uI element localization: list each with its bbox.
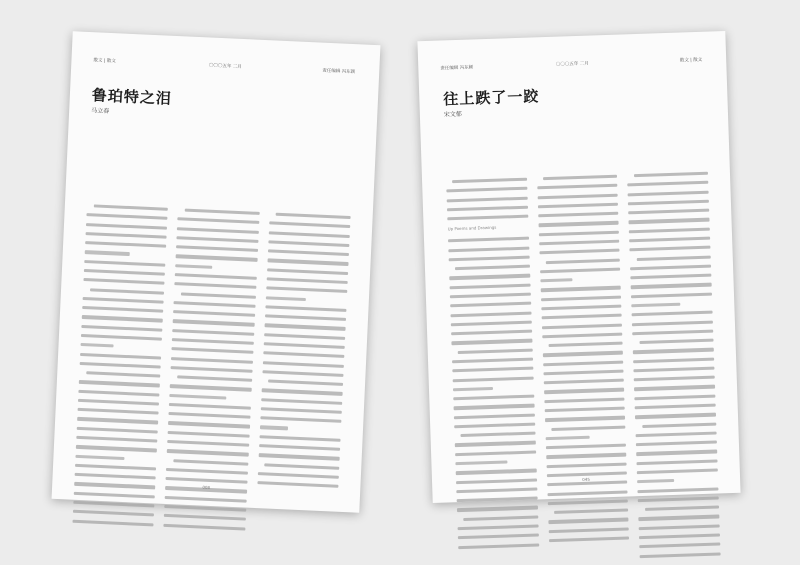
text-line bbox=[537, 193, 618, 199]
text-line bbox=[77, 427, 158, 434]
text-line bbox=[450, 283, 531, 289]
text-line bbox=[551, 425, 625, 431]
text-line bbox=[267, 259, 348, 266]
text-line bbox=[262, 370, 343, 377]
text-line bbox=[634, 385, 715, 391]
text-line bbox=[630, 246, 711, 252]
text-line bbox=[164, 514, 245, 521]
text-line bbox=[633, 357, 714, 363]
text-line bbox=[265, 314, 346, 321]
text-line bbox=[545, 436, 589, 441]
text-line bbox=[93, 204, 168, 211]
text-line bbox=[642, 422, 716, 428]
text-line bbox=[265, 305, 346, 312]
text-line bbox=[267, 268, 348, 275]
text-line bbox=[164, 523, 245, 530]
text-line bbox=[629, 218, 710, 224]
text-line bbox=[172, 347, 253, 354]
text-line bbox=[449, 256, 530, 262]
text-line bbox=[263, 342, 344, 349]
text-line bbox=[628, 209, 709, 215]
text-line bbox=[638, 496, 719, 502]
text-line bbox=[261, 398, 342, 405]
text-line bbox=[175, 273, 256, 280]
text-line bbox=[168, 440, 249, 447]
right-header-section: 散文 | 散文 bbox=[679, 57, 703, 64]
text-line bbox=[455, 265, 529, 271]
text-line bbox=[260, 426, 289, 430]
text-line bbox=[636, 431, 717, 437]
text-line bbox=[635, 413, 716, 419]
text-line bbox=[539, 240, 620, 246]
text-line bbox=[450, 302, 531, 308]
text-line bbox=[546, 462, 627, 468]
text-line bbox=[259, 435, 340, 442]
text-line bbox=[81, 325, 162, 332]
text-line bbox=[86, 232, 167, 239]
text-line bbox=[165, 496, 246, 503]
text-line bbox=[543, 369, 624, 375]
left-header-date: 〇〇〇五年 二月 bbox=[208, 63, 242, 70]
right-article-body bbox=[446, 172, 721, 564]
text-line bbox=[168, 431, 249, 438]
text-line bbox=[165, 505, 246, 512]
text-line bbox=[260, 416, 341, 423]
text-line bbox=[539, 230, 620, 236]
text-line bbox=[453, 395, 534, 401]
text-line bbox=[82, 306, 163, 313]
text-line bbox=[447, 196, 528, 202]
text-line bbox=[446, 187, 527, 193]
text-line bbox=[634, 366, 715, 372]
text-line bbox=[264, 324, 345, 331]
text-line bbox=[631, 292, 712, 298]
text-line bbox=[464, 515, 538, 521]
text-line bbox=[461, 432, 535, 438]
text-line bbox=[547, 499, 628, 505]
text-line bbox=[544, 407, 625, 413]
text-line bbox=[633, 348, 714, 354]
text-line bbox=[544, 388, 625, 394]
text-line bbox=[554, 509, 628, 515]
text-line bbox=[544, 397, 625, 403]
text-line bbox=[453, 376, 534, 382]
text-line bbox=[455, 441, 536, 447]
text-line bbox=[454, 413, 535, 419]
text-line bbox=[84, 269, 165, 276]
text-line bbox=[635, 394, 716, 400]
text-line bbox=[448, 246, 529, 252]
text-line bbox=[549, 342, 623, 348]
text-line bbox=[454, 404, 535, 410]
text-line bbox=[268, 231, 349, 238]
text-line bbox=[631, 274, 712, 280]
text-line bbox=[452, 367, 533, 373]
text-line bbox=[83, 278, 164, 285]
text-line bbox=[458, 534, 539, 540]
text-line bbox=[81, 334, 162, 341]
text-line bbox=[537, 184, 618, 190]
text-line bbox=[451, 320, 532, 326]
text-line bbox=[634, 172, 708, 178]
text-line bbox=[628, 200, 709, 206]
text-line bbox=[263, 351, 344, 358]
text-line bbox=[456, 469, 537, 475]
text-line bbox=[543, 175, 617, 181]
text-line bbox=[266, 277, 347, 284]
text-line bbox=[260, 407, 341, 414]
text-line bbox=[538, 203, 619, 209]
text-line bbox=[263, 361, 344, 368]
text-line bbox=[176, 245, 257, 252]
text-line bbox=[166, 468, 247, 475]
text-line bbox=[632, 329, 713, 335]
right-header-editor: 责任编辑 冯东颖 bbox=[440, 65, 474, 72]
text-line bbox=[171, 366, 252, 373]
text-line bbox=[173, 459, 248, 466]
text-line bbox=[455, 461, 507, 466]
text-line bbox=[451, 330, 532, 336]
text-line bbox=[177, 375, 252, 382]
text-line bbox=[543, 379, 624, 385]
text-line bbox=[80, 352, 161, 359]
text-line bbox=[257, 472, 338, 479]
text-line bbox=[630, 264, 711, 270]
text-line bbox=[76, 436, 157, 443]
text-line bbox=[458, 348, 532, 354]
text-line bbox=[542, 323, 623, 329]
text-line bbox=[172, 338, 253, 345]
text-line bbox=[539, 249, 620, 255]
text-line bbox=[73, 510, 154, 517]
text-line bbox=[80, 343, 113, 348]
text-line bbox=[538, 221, 619, 227]
text-line bbox=[86, 223, 167, 230]
text-line bbox=[170, 384, 251, 391]
text-line bbox=[169, 403, 250, 410]
text-line bbox=[85, 250, 130, 255]
text-line bbox=[86, 213, 167, 220]
text-line bbox=[634, 376, 715, 382]
text-line bbox=[540, 286, 621, 292]
text-line bbox=[185, 209, 260, 216]
text-line bbox=[78, 408, 159, 415]
text-line bbox=[639, 339, 713, 345]
text-line bbox=[259, 444, 340, 451]
text-line bbox=[541, 305, 622, 311]
right-article-title: 往上跌了一跤 bbox=[443, 87, 540, 109]
text-line bbox=[458, 543, 539, 549]
text-line bbox=[276, 213, 351, 220]
text-line bbox=[546, 453, 627, 459]
text-line bbox=[264, 463, 339, 470]
text-line bbox=[268, 240, 349, 247]
text-line bbox=[548, 527, 629, 533]
right-page-number: 045 bbox=[582, 476, 590, 483]
text-column bbox=[255, 212, 351, 534]
text-line bbox=[457, 497, 538, 503]
text-line bbox=[258, 453, 339, 460]
text-line bbox=[175, 282, 256, 289]
text-line bbox=[639, 515, 720, 521]
text-line bbox=[181, 292, 256, 299]
text-line bbox=[173, 310, 254, 317]
body-english-snippet: Up Poems and Drawings bbox=[447, 225, 497, 232]
text-line bbox=[540, 278, 572, 282]
text-line bbox=[632, 320, 713, 326]
text-line bbox=[73, 501, 154, 508]
text-line bbox=[540, 267, 621, 273]
text-line bbox=[450, 293, 531, 299]
text-column bbox=[164, 208, 260, 530]
text-line bbox=[628, 190, 709, 196]
text-line bbox=[457, 506, 538, 512]
text-line bbox=[547, 490, 628, 496]
text-line bbox=[629, 227, 710, 233]
text-line bbox=[78, 390, 159, 397]
text-line bbox=[77, 417, 158, 424]
text-line bbox=[632, 303, 680, 308]
text-line bbox=[169, 412, 250, 419]
text-line bbox=[266, 287, 347, 294]
text-line bbox=[174, 301, 255, 308]
text-line bbox=[447, 206, 528, 212]
text-line bbox=[178, 217, 259, 224]
left-page-number: 008 bbox=[202, 484, 211, 490]
text-line bbox=[542, 332, 623, 338]
text-line bbox=[450, 311, 531, 317]
text-line bbox=[84, 260, 165, 267]
text-line bbox=[628, 181, 709, 187]
text-line bbox=[541, 314, 622, 320]
text-line bbox=[453, 387, 493, 392]
text-line bbox=[80, 362, 161, 369]
text-line bbox=[548, 518, 629, 524]
text-column bbox=[537, 175, 630, 561]
text-line bbox=[82, 315, 163, 322]
text-line bbox=[549, 536, 630, 542]
text-line bbox=[636, 441, 717, 447]
text-line bbox=[636, 255, 710, 261]
text-line bbox=[636, 450, 717, 456]
text-line bbox=[452, 178, 526, 184]
text-line bbox=[268, 249, 349, 256]
text-line bbox=[78, 399, 159, 406]
text-line bbox=[75, 464, 156, 471]
text-line bbox=[76, 445, 157, 452]
text-line bbox=[645, 506, 719, 512]
text-line bbox=[86, 371, 161, 378]
text-line bbox=[543, 351, 624, 357]
text-line bbox=[167, 449, 248, 456]
text-line bbox=[637, 459, 718, 465]
text-line bbox=[173, 319, 254, 326]
text-line bbox=[268, 380, 343, 387]
text-line bbox=[638, 487, 719, 493]
text-line bbox=[447, 215, 528, 221]
left-article-title: 鲁珀特之泪 bbox=[91, 86, 173, 108]
text-line bbox=[177, 236, 258, 243]
text-line bbox=[449, 274, 530, 280]
text-line bbox=[546, 444, 627, 450]
text-line bbox=[543, 360, 624, 366]
text-line bbox=[261, 389, 342, 396]
text-line bbox=[640, 543, 721, 549]
text-line bbox=[168, 421, 249, 428]
text-line bbox=[451, 339, 532, 345]
text-column bbox=[627, 172, 720, 558]
left-header-section: 散文 | 散文 bbox=[93, 58, 116, 65]
text-line bbox=[75, 454, 124, 459]
text-line bbox=[74, 491, 155, 498]
text-line bbox=[455, 450, 536, 456]
text-line bbox=[79, 380, 160, 387]
text-line bbox=[265, 296, 306, 301]
text-line bbox=[458, 525, 539, 531]
text-line bbox=[171, 357, 252, 364]
text-line bbox=[545, 416, 626, 422]
text-line bbox=[176, 264, 213, 269]
text-line bbox=[85, 241, 166, 248]
text-line bbox=[83, 297, 164, 304]
text-line bbox=[541, 295, 622, 301]
left-magazine-page bbox=[52, 31, 381, 512]
text-line bbox=[170, 394, 227, 400]
text-line bbox=[456, 487, 537, 493]
text-line bbox=[448, 237, 529, 243]
text-line bbox=[546, 258, 620, 264]
text-line bbox=[269, 222, 350, 229]
text-line bbox=[176, 255, 257, 262]
text-line bbox=[538, 212, 619, 218]
text-line bbox=[264, 333, 345, 340]
right-magazine-page bbox=[417, 31, 740, 503]
text-line bbox=[177, 227, 258, 234]
text-column bbox=[446, 178, 539, 564]
right-article-author: 宋文郁 bbox=[443, 110, 463, 119]
text-line bbox=[72, 519, 153, 526]
text-column bbox=[72, 204, 168, 526]
text-line bbox=[452, 358, 533, 364]
text-line bbox=[631, 283, 712, 289]
text-line bbox=[173, 329, 254, 336]
text-line bbox=[635, 404, 716, 410]
text-line bbox=[640, 552, 721, 558]
text-line bbox=[90, 288, 165, 295]
text-line bbox=[632, 311, 713, 317]
left-article-author: 马立春 bbox=[91, 107, 110, 115]
left-header-editor: 责任编辑 冯东颖 bbox=[322, 68, 356, 76]
text-line bbox=[639, 533, 720, 539]
right-header-date: 〇〇〇五年 二月 bbox=[555, 61, 589, 68]
text-line bbox=[639, 524, 720, 530]
text-line bbox=[629, 237, 710, 243]
text-line bbox=[454, 422, 535, 428]
